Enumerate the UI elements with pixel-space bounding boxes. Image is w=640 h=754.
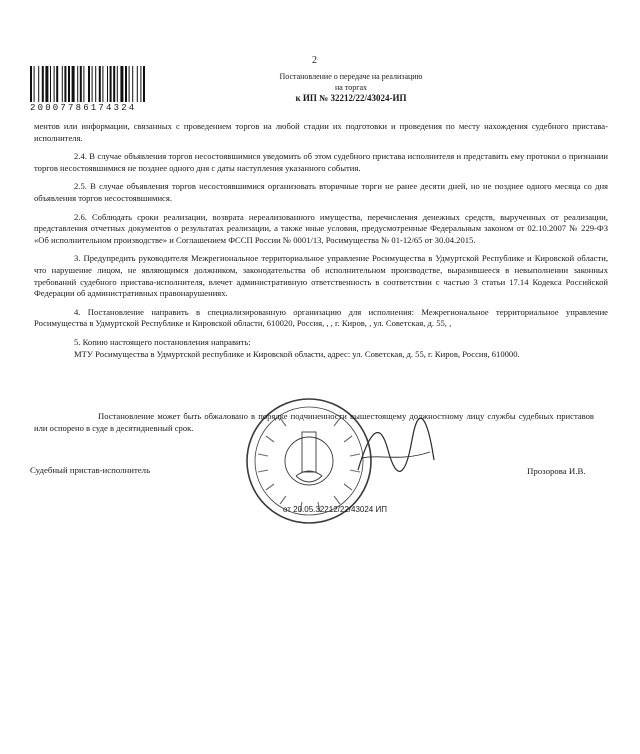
- document-header: [262, 71, 440, 104]
- paragraph-5-address: МТУ Росимущества в Удмуртской республике и Кировской области, адрес: ул. Советская, д. 55, г. Киров, Россия, 610000.: [74, 348, 520, 359]
- signer-name: Прозорова И.В.: [527, 466, 586, 476]
- barcode-digits: 20007786174324: [30, 103, 137, 113]
- page-number: 2: [312, 55, 317, 66]
- stamp-case-number: от 20.05.32212/22/43024 ИП: [283, 505, 387, 514]
- barcode-bars: [30, 66, 214, 102]
- paragraph-3: 3. Предупредить руководителя Межрегиональное территориальное управление Росимущества в Удмуртской Республике и Кировской области, что нарушение лицом, не являющимся должником, законодательства об исполнительном производстве, выразившееся в невыполнении законных требований судебного пристава-исполнителя, влечет административную ответственность в соответствии с частью 3 статьи 17.14 Кодекса Российской Федерации об административных правонарушениях.: [34, 253, 608, 299]
- paragraph-5: 5. Копию настоящего постановления направить:: [74, 336, 251, 347]
- paragraph-2-4: 2.4. В случае объявления торгов несостоявшимися уведомить об этом судебного пристава исполнителя и представить ему протокол о признании торгов несостоявшимися не позднее одного дня с даты наступления указанного события.: [34, 151, 608, 173]
- appeal-notice: Постановление может быть обжаловано в порядке подчиненности вышестоящему должностному лицу службы судебных приставов или оспорено в суде в десятидневный срок.: [34, 411, 594, 433]
- paragraph-4: 4. Постановление направить в специализированную организацию для исполнения: Межрегиональное территориальное управление Росимущества в Удмуртской Республике и Кировской области, 610020, Россия, , , г. Киров, , ул. Советская, д. 55, ,: [34, 306, 608, 329]
- document-body: [34, 121, 608, 360]
- paragraph-2-6: 2.6. Соблюдать сроки реализации, возврата нереализованного имущества, перечисления денежных средств, вырученных от реализации, представления отчетных документов о результатах реализации, а также иные условия, предусмотренные Федеральным законом от 02.10.2007 № 229-ФЗ «Об исполнительном производстве» и Соглашением ФССП России № 0001/13, Росимущества № 01-12/65 от 30.04.2015.: [34, 211, 608, 245]
- header-case-number: к ИП № 32212/22/43024-ИП: [295, 93, 407, 103]
- paragraph-continued: ментов или информации, связанных с проведением торгов на любой стадии их подготовки и проведения по месту нахождения судебного пристава-исполнителя.: [34, 121, 608, 143]
- signer-title: Судебный пристав-исполнитель: [30, 465, 151, 475]
- header-title-line1: Постановление о передаче на реализацию: [279, 72, 423, 81]
- paragraph-2-5: 2.5. В случае объявления торгов несостоявшимися организовать вторичные торги не ранее десяти дней, но не позднее одного месяца со дня объявления торгов несостоявшимися.: [34, 181, 608, 203]
- barcode: [30, 66, 214, 113]
- header-title-line2: на торгах: [334, 83, 368, 92]
